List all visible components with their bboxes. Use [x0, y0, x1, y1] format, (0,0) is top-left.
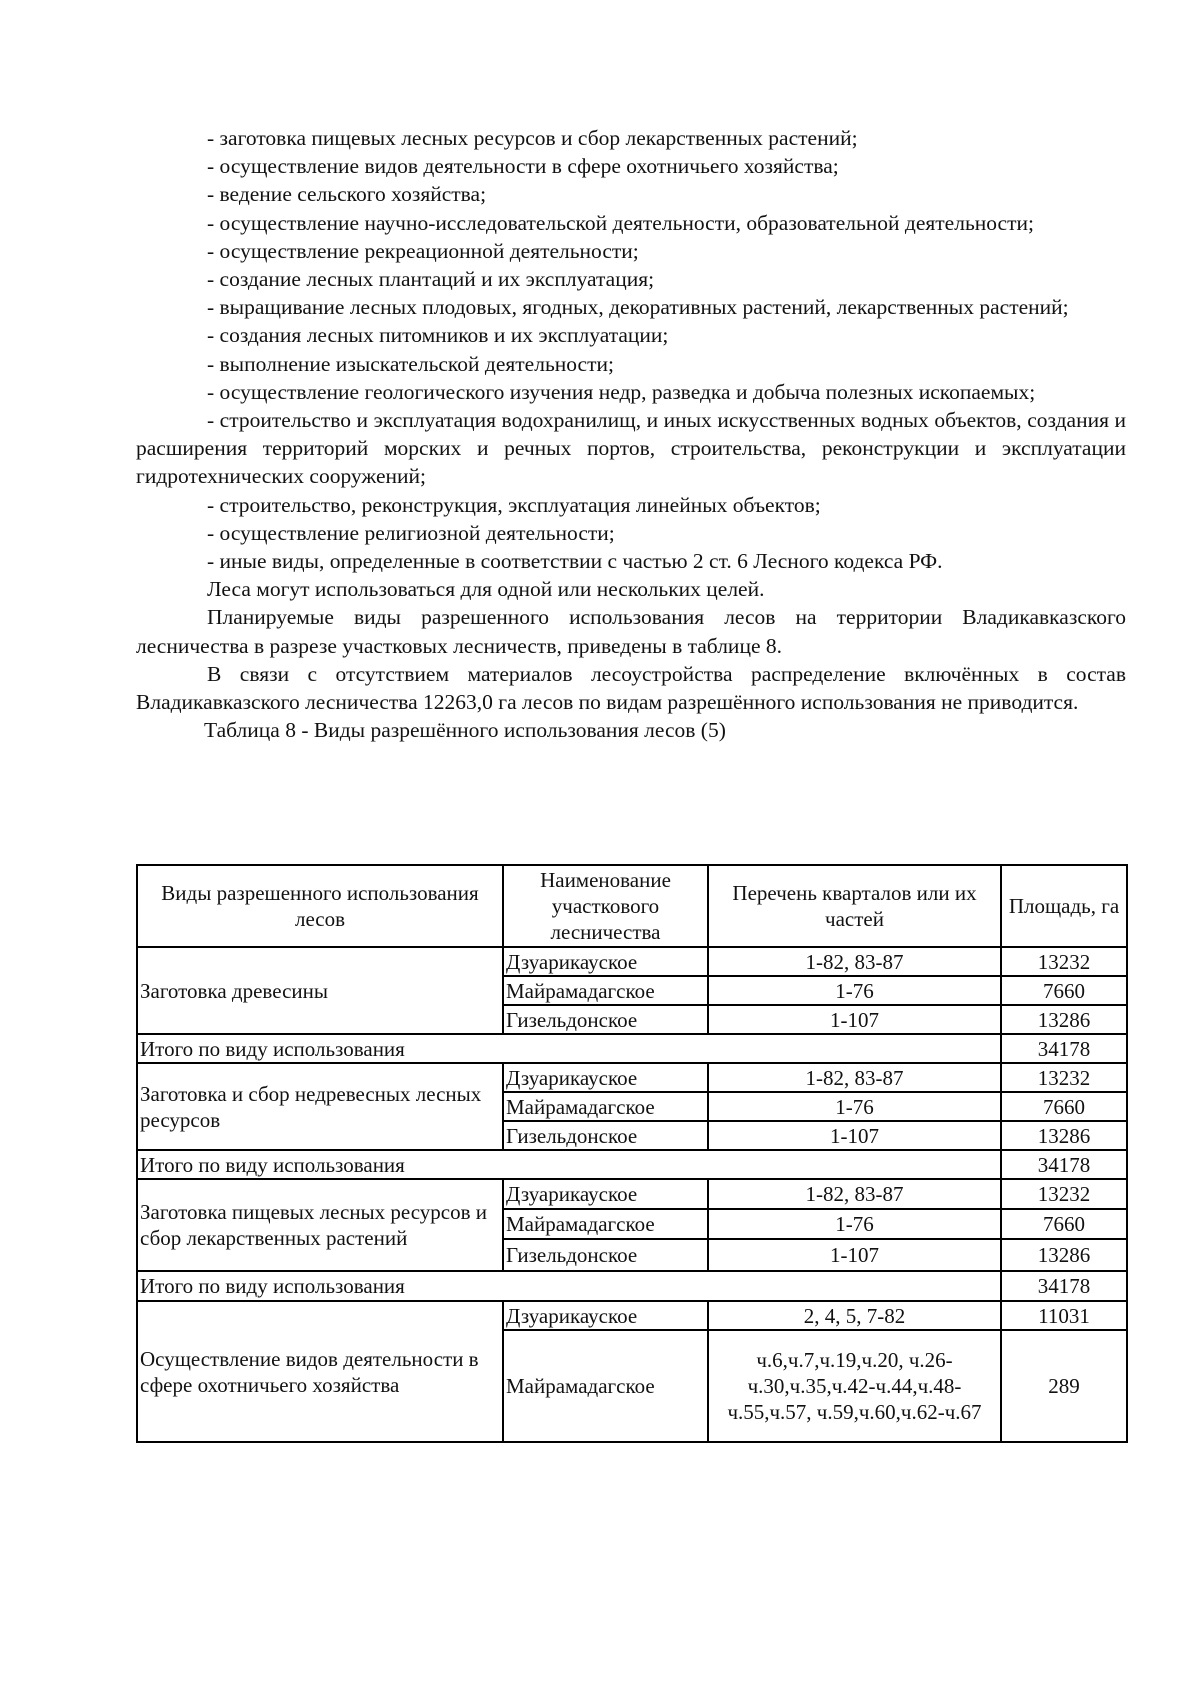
- land-use-table: [136, 864, 1128, 1443]
- forestry-cell: Дзуарикауское: [503, 1301, 708, 1330]
- total-label: Итого по виду использования: [137, 1034, 1001, 1063]
- forestry-cell: Майрамадагское: [503, 1092, 708, 1121]
- table-caption: Таблица 8 - Виды разрешённого использования лесов (5): [204, 718, 726, 743]
- area-cell: 289: [1001, 1330, 1127, 1442]
- total-row: [137, 1034, 1127, 1063]
- header-forestry: Наименование участкового лесничества: [503, 865, 708, 947]
- area-cell: 7660: [1001, 1209, 1127, 1239]
- use-type-cell: Заготовка древесины: [137, 947, 503, 1034]
- header-quarters: Перечень кварталов или их частей: [708, 865, 1001, 947]
- use-type-cell: Заготовка и сбор недревесных лесных ресурсов: [137, 1063, 503, 1150]
- list-item: - строительство, реконструкция, эксплуатация линейных объектов;: [207, 492, 821, 517]
- paragraph: В связи с отсутствием материалов лесоустройства распределение включённых в состав Владикавказского лесничества 12263,0 га лесов по видам разрешённого использования не приводится.: [136, 661, 1126, 715]
- forestry-cell: Дзуарикауское: [503, 1063, 708, 1092]
- area-cell: 13286: [1001, 1239, 1127, 1271]
- list-item: - заготовка пищевых лесных ресурсов и сбор лекарственных растений;: [207, 126, 858, 150]
- list-item: - выращивание лесных плодовых, ягодных, декоративных растений, лекарственных растений;: [207, 295, 1069, 320]
- list-item: - иные виды, определенные в соответствии с частью 2 ст. 6 Лесного кодекса РФ.: [207, 549, 943, 574]
- area-cell: 13232: [1001, 1179, 1127, 1209]
- quarters-cell: 1-76: [708, 976, 1001, 1005]
- area-cell: 13232: [1001, 1063, 1127, 1092]
- quarters-cell: 1-76: [708, 1092, 1001, 1121]
- forestry-cell: Гизельдонское: [503, 1239, 708, 1271]
- list-item: - осуществление научно-исследовательской деятельности, образовательной деятельности;: [207, 210, 1034, 235]
- total-value: 34178: [1001, 1271, 1127, 1301]
- total-value: 34178: [1001, 1150, 1127, 1179]
- forestry-cell: Гизельдонское: [503, 1005, 708, 1034]
- forestry-cell: Дзуарикауское: [503, 1179, 708, 1209]
- list-item: - выполнение изыскательской деятельности;: [207, 351, 614, 376]
- quarters-cell: 1-76: [708, 1209, 1001, 1239]
- list-item: - ведение сельского хозяйства;: [207, 182, 487, 207]
- list-item: - строительство и эксплуатация водохранилищ, и иных искусственных водных объектов, создания и расширения территорий морских и речных портов, строительства, реконструкции и эксплуатации гидротехнических сооружений;: [136, 408, 1126, 489]
- total-row: [137, 1271, 1127, 1301]
- area-cell: 13286: [1001, 1121, 1127, 1150]
- forestry-cell: Дзуарикауское: [503, 947, 708, 976]
- quarters-cell: 1-82, 83-87: [708, 947, 1001, 976]
- total-label: Итого по виду использования: [137, 1150, 1001, 1179]
- area-cell: 7660: [1001, 1092, 1127, 1121]
- quarters-cell: 1-82, 83-87: [708, 1063, 1001, 1092]
- table-row: [137, 1063, 1127, 1092]
- list-item: - осуществление геологического изучения недр, разведка и добыча полезных ископаемых;: [207, 379, 1036, 404]
- table-row: [137, 947, 1127, 976]
- area-cell: 13232: [1001, 947, 1127, 976]
- paragraph: Леса могут использоваться для одной или нескольких целей.: [207, 577, 765, 602]
- quarters-cell: 1-107: [708, 1005, 1001, 1034]
- header-area: Площадь, га: [1001, 865, 1127, 947]
- list-item: - создание лесных плантаций и их эксплуатация;: [207, 267, 655, 292]
- quarters-cell: 2, 4, 5, 7-82: [708, 1301, 1001, 1330]
- forestry-cell: Майрамадагское: [503, 976, 708, 1005]
- total-row: [137, 1150, 1127, 1179]
- body-text: [136, 124, 1126, 744]
- table-header-row: [137, 865, 1127, 947]
- table-row: [137, 1301, 1127, 1330]
- total-value: 34178: [1001, 1034, 1127, 1063]
- quarters-cell: 1-107: [708, 1239, 1001, 1271]
- use-type-cell: Заготовка пищевых лесных ресурсов и сбор лекарственных растений: [137, 1179, 503, 1271]
- list-item: - осуществление видов деятельности в сфере охотничьего хозяйства;: [207, 154, 839, 179]
- list-item: - осуществление религиозной деятельности;: [207, 520, 615, 545]
- quarters-cell: 1-82, 83-87: [708, 1179, 1001, 1209]
- use-type-cell: Осуществление видов деятельности в сфере охотничьего хозяйства: [137, 1301, 503, 1442]
- area-cell: 11031: [1001, 1301, 1127, 1330]
- forestry-cell: Гизельдонское: [503, 1121, 708, 1150]
- area-cell: 7660: [1001, 976, 1127, 1005]
- list-item: - создания лесных питомников и их эксплуатации;: [207, 323, 669, 348]
- header-use-type: Виды разрешенного использования лесов: [137, 865, 503, 947]
- table-row: [137, 1179, 1127, 1209]
- total-label: Итого по виду использования: [137, 1271, 1001, 1301]
- quarters-cell: 1-107: [708, 1121, 1001, 1150]
- paragraph: Планируемые виды разрешенного использования лесов на территории Владикавказского лесничества в разрезе участковых лесничеств, приведены в таблице 8.: [136, 605, 1126, 658]
- list-item: - осуществление рекреационной деятельности;: [207, 238, 639, 263]
- forestry-cell: Майрамадагское: [503, 1330, 708, 1442]
- forestry-cell: Майрамадагское: [503, 1209, 708, 1239]
- area-cell: 13286: [1001, 1005, 1127, 1034]
- quarters-cell: ч.6,ч.7,ч.19,ч.20, ч.26-ч.30,ч.35,ч.42-ч.44,ч.48-ч.55,ч.57, ч.59,ч.60,ч.62-ч.67: [708, 1330, 1001, 1442]
